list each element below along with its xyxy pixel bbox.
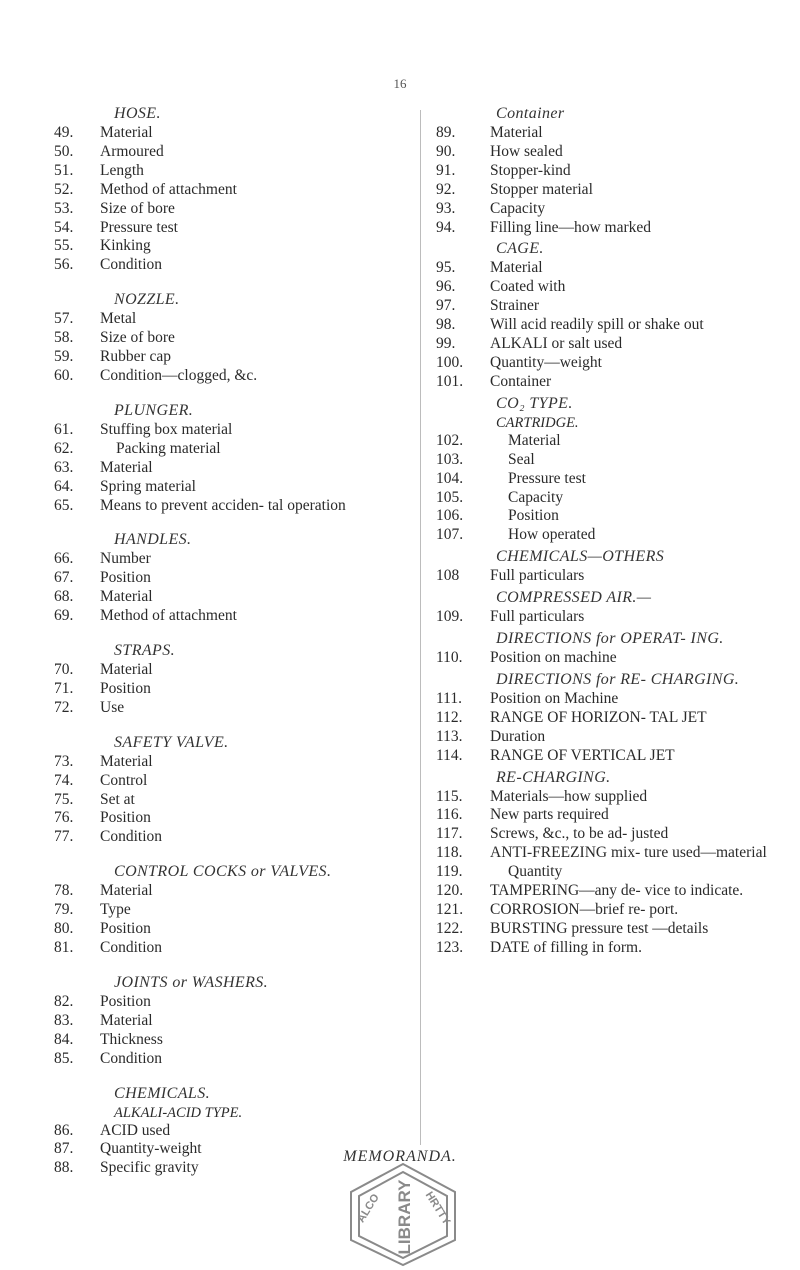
form-entry bbox=[52, 497, 414, 516]
form-entry bbox=[434, 920, 769, 939]
form-entry bbox=[52, 680, 414, 699]
entry-label: Coated with bbox=[490, 278, 566, 296]
section-heading: HANDLES. bbox=[114, 531, 192, 549]
form-entry bbox=[52, 791, 414, 810]
entry-number: 103. bbox=[436, 450, 464, 468]
form-entry bbox=[52, 901, 414, 920]
entry-number: 118. bbox=[436, 844, 463, 862]
entry-label: Stuffing box material bbox=[100, 420, 233, 438]
form-entry bbox=[434, 489, 769, 508]
section-heading: CAGE. bbox=[496, 240, 544, 258]
entry-label: Quantity bbox=[508, 863, 563, 881]
entry-label: New parts required bbox=[490, 806, 609, 824]
entry-label: CORROSION—brief re- port. bbox=[490, 901, 679, 918]
entry-label: Material bbox=[490, 259, 543, 277]
entry-label: Pressure test bbox=[100, 218, 178, 236]
form-entry bbox=[52, 478, 414, 497]
entry-number: 65. bbox=[54, 496, 74, 514]
section-heading: Container bbox=[496, 105, 565, 122]
form-entry bbox=[52, 550, 414, 569]
entry-label: Length bbox=[100, 161, 144, 179]
entry-label: Kinking bbox=[100, 237, 151, 255]
form-entry bbox=[52, 920, 414, 939]
entry-label: Pressure test bbox=[508, 469, 586, 487]
entry-label: Position on Machine bbox=[490, 689, 619, 707]
entry-number: 57. bbox=[54, 310, 74, 328]
entry-number: 88. bbox=[54, 1159, 74, 1177]
entry-label: Strainer bbox=[490, 297, 540, 315]
entry-number: 68. bbox=[54, 588, 74, 606]
form-entry bbox=[434, 844, 769, 863]
entry-label: Condition—clogged, &c. bbox=[100, 366, 258, 384]
form-entry bbox=[434, 709, 769, 728]
form-entry bbox=[434, 181, 769, 200]
section-heading: STRAPS. bbox=[114, 642, 176, 660]
entry-label: RANGE OF VERTICAL JET bbox=[490, 746, 675, 764]
entry-label: Method of attachment bbox=[100, 607, 237, 625]
entry-label: Material bbox=[100, 882, 153, 900]
form-entry bbox=[52, 588, 414, 607]
entry-number: 122. bbox=[436, 919, 464, 937]
form-entry bbox=[52, 1122, 414, 1141]
entry-number: 50. bbox=[54, 142, 74, 160]
form-entry bbox=[434, 788, 769, 807]
form-entry bbox=[434, 335, 769, 354]
section-subheading: CARTRIDGE. bbox=[496, 414, 579, 431]
form-entry bbox=[52, 143, 414, 162]
form-entry bbox=[434, 432, 769, 451]
form-entry bbox=[52, 607, 414, 626]
entry-label: How sealed bbox=[490, 142, 563, 160]
form-entry bbox=[434, 124, 769, 143]
form-entry bbox=[434, 649, 769, 668]
entry-number: 79. bbox=[54, 901, 74, 919]
entry-label: How operated bbox=[508, 526, 596, 544]
entry-label: Condition bbox=[100, 1049, 163, 1067]
entry-number: 101. bbox=[436, 372, 464, 390]
entry-number: 92. bbox=[436, 180, 456, 198]
entry-label: Means to prevent acciden- tal operation bbox=[100, 496, 346, 514]
entry-number: 71. bbox=[54, 679, 74, 697]
section-heading: SAFETY VALVE. bbox=[114, 733, 229, 751]
entry-number: 83. bbox=[54, 1011, 74, 1029]
entry-number: 80. bbox=[54, 920, 74, 938]
entry-label: Full particulars bbox=[490, 567, 585, 585]
entry-label: Condition bbox=[100, 828, 163, 846]
entry-number: 67. bbox=[54, 569, 74, 587]
entry-label: Capacity bbox=[490, 199, 546, 217]
entry-number: 55. bbox=[54, 237, 74, 255]
form-entry bbox=[434, 470, 769, 489]
entry-label: DATE of filling in form. bbox=[490, 938, 642, 956]
entry-number: 82. bbox=[54, 992, 74, 1010]
memoranda-heading: MEMORANDA. bbox=[343, 1148, 457, 1165]
form-entry bbox=[52, 181, 414, 200]
entry-label: Use bbox=[100, 698, 125, 716]
entry-label: Rubber cap bbox=[100, 348, 172, 366]
page-number: 16 bbox=[393, 76, 407, 91]
entry-number: 77. bbox=[54, 828, 74, 846]
entry-label: Number bbox=[100, 550, 151, 568]
form-entry bbox=[434, 882, 769, 901]
entry-number: 64. bbox=[54, 477, 74, 495]
form-entry bbox=[52, 993, 414, 1012]
form-entry bbox=[434, 863, 769, 882]
left-column bbox=[52, 104, 414, 1178]
form-entry bbox=[434, 608, 769, 627]
entry-label: Set at bbox=[100, 790, 135, 808]
form-entry bbox=[52, 124, 414, 143]
entry-label: Seal bbox=[508, 450, 535, 468]
form-entry bbox=[52, 162, 414, 181]
section-heading: PLUNGER. bbox=[114, 401, 194, 419]
entry-number: 117. bbox=[436, 825, 463, 843]
form-entry bbox=[434, 316, 769, 335]
entry-number: 63. bbox=[54, 458, 74, 476]
entry-label: Thickness bbox=[100, 1030, 163, 1048]
entry-number: 100. bbox=[436, 353, 464, 371]
form-entry bbox=[52, 219, 414, 238]
entry-label: ANTI-FREEZING mix- ture used—material bbox=[490, 844, 767, 862]
entry-label: ALKALI or salt used bbox=[490, 335, 623, 353]
entry-label: Material bbox=[100, 458, 153, 476]
entry-label: Condition bbox=[100, 256, 163, 274]
entry-number: 112. bbox=[436, 708, 463, 726]
form-entry bbox=[434, 259, 769, 278]
form-entry bbox=[434, 200, 769, 219]
form-entry bbox=[434, 162, 769, 181]
form-entry bbox=[52, 421, 414, 440]
entry-label: RANGE OF HORIZON- TAL JET bbox=[490, 708, 707, 726]
section-heading: DIRECTIONS for OPERAT- ING. bbox=[496, 630, 724, 648]
form-entry bbox=[52, 939, 414, 958]
entry-number: 61. bbox=[54, 420, 74, 438]
entry-label: Armoured bbox=[100, 142, 164, 160]
entry-number: 85. bbox=[54, 1049, 74, 1067]
section-heading: CHEMICALS—OTHERS bbox=[496, 548, 665, 566]
entry-label: Packing material bbox=[116, 439, 221, 457]
entry-label: TAMPERING—any de- vice to indicate. bbox=[490, 882, 744, 900]
entry-number: 94. bbox=[436, 218, 456, 236]
entry-label: Filling line—how marked bbox=[490, 218, 652, 236]
entry-number: 78. bbox=[54, 882, 74, 900]
entry-number: 91. bbox=[436, 161, 456, 179]
form-entry bbox=[52, 440, 414, 459]
entry-number: 86. bbox=[54, 1121, 74, 1139]
form-entry bbox=[434, 728, 769, 747]
entry-number: 84. bbox=[54, 1030, 74, 1048]
entry-label: Position bbox=[508, 507, 559, 525]
form-entry bbox=[434, 747, 769, 766]
form-entry bbox=[434, 507, 769, 526]
entry-label: Duration bbox=[490, 727, 546, 745]
entry-label: Material bbox=[100, 588, 153, 606]
form-entry bbox=[52, 661, 414, 680]
form-entry bbox=[52, 882, 414, 901]
section-heading: CHEMICALS. bbox=[114, 1084, 210, 1102]
form-entry bbox=[52, 828, 414, 847]
entry-number: 60. bbox=[54, 366, 74, 384]
form-entry bbox=[52, 772, 414, 791]
entry-label: Stopper material bbox=[490, 180, 593, 198]
entry-label: Material bbox=[100, 1011, 153, 1029]
form-entry bbox=[434, 373, 769, 392]
entry-number: 59. bbox=[54, 348, 74, 366]
section-heading: NOZZLE. bbox=[114, 291, 180, 309]
entry-label: Position bbox=[100, 679, 151, 697]
entry-number: 87. bbox=[54, 1140, 74, 1158]
entry-number: 104. bbox=[436, 469, 464, 487]
form-entry bbox=[434, 278, 769, 297]
entry-number: 97. bbox=[436, 297, 456, 315]
entry-label: Materials—how supplied bbox=[490, 787, 648, 805]
entry-label: Metal bbox=[100, 310, 137, 328]
entry-number: 49. bbox=[54, 124, 74, 141]
entry-label: Specific gravity bbox=[100, 1159, 199, 1177]
entry-number: 89. bbox=[436, 124, 456, 141]
entry-label: Position on machine bbox=[490, 649, 617, 667]
entry-number: 99. bbox=[436, 335, 456, 353]
form-entry bbox=[52, 809, 414, 828]
entry-label: Position bbox=[100, 569, 151, 587]
form-entry bbox=[434, 806, 769, 825]
section-heading: DIRECTIONS for RE- CHARGING. bbox=[496, 670, 740, 688]
form-entry bbox=[52, 348, 414, 367]
entry-number: 74. bbox=[54, 771, 74, 789]
section-subheading: ALKALI-ACID TYPE. bbox=[114, 1104, 243, 1121]
form-entry bbox=[52, 329, 414, 348]
entry-number: 66. bbox=[54, 550, 74, 568]
entry-label: Position bbox=[100, 920, 151, 938]
form-entry bbox=[434, 939, 769, 958]
entry-number: 120. bbox=[436, 882, 464, 900]
stamp-text-right: HRTTY bbox=[422, 1189, 453, 1228]
entry-number: 75. bbox=[54, 790, 74, 808]
entry-label: Material bbox=[100, 661, 153, 679]
stamp-text-top: LIBRARY bbox=[395, 1179, 414, 1255]
entry-label: ACID used bbox=[100, 1121, 171, 1139]
entry-label: Full particulars bbox=[490, 608, 585, 626]
entry-label: Control bbox=[100, 771, 148, 789]
entry-label: Material bbox=[508, 431, 561, 449]
entry-label: Screws, &c., to be ad- justed bbox=[490, 825, 669, 843]
form-entry bbox=[52, 310, 414, 329]
form-entry bbox=[52, 1012, 414, 1031]
entry-number: 53. bbox=[54, 199, 74, 217]
entry-number: 73. bbox=[54, 752, 74, 770]
entry-number: 95. bbox=[436, 259, 456, 277]
entry-label: Spring material bbox=[100, 477, 196, 495]
entry-label: Condition bbox=[100, 939, 163, 956]
entry-label: Size of bore bbox=[100, 329, 175, 347]
form-entry bbox=[52, 200, 414, 219]
entry-number: 113. bbox=[436, 727, 463, 745]
entry-number: 96. bbox=[436, 278, 456, 296]
form-entry bbox=[52, 237, 414, 256]
entry-label: Size of bore bbox=[100, 199, 175, 217]
form-entry bbox=[52, 367, 414, 386]
entry-number: 93. bbox=[436, 199, 456, 217]
section-heading: COMPRESSED AIR.— bbox=[496, 589, 652, 607]
form-entry bbox=[434, 219, 769, 238]
section-heading: CO₂ TYPE. bbox=[496, 394, 573, 412]
entry-number: 119. bbox=[436, 863, 463, 881]
form-entry bbox=[434, 567, 769, 586]
column-divider bbox=[420, 110, 421, 1145]
entry-label: Will acid readily spill or shake out bbox=[490, 316, 704, 334]
entry-label: Method of attachment bbox=[100, 180, 237, 198]
entry-label: Stopper-kind bbox=[490, 161, 571, 179]
entry-number: 107. bbox=[436, 526, 464, 544]
form-entry bbox=[52, 256, 414, 275]
form-entry bbox=[434, 143, 769, 162]
form-entry bbox=[434, 901, 769, 920]
entry-number: 121. bbox=[436, 901, 464, 918]
section-heading: JOINTS or WASHERS. bbox=[114, 973, 269, 991]
entry-label: Quantity—weight bbox=[490, 353, 602, 371]
entry-number: 62. bbox=[54, 439, 74, 457]
entry-number: 56. bbox=[54, 256, 74, 274]
entry-number: 54. bbox=[54, 218, 74, 236]
form-entry bbox=[52, 1050, 414, 1069]
entry-label: BURSTING pressure test —details bbox=[490, 919, 709, 937]
form-entry bbox=[434, 825, 769, 844]
form-entry bbox=[434, 297, 769, 316]
entry-number: 116. bbox=[436, 806, 463, 824]
entry-label: Material bbox=[100, 752, 153, 770]
stamp-text-left: ALCO bbox=[355, 1192, 382, 1225]
library-stamp bbox=[343, 1162, 463, 1267]
form-entry bbox=[434, 354, 769, 373]
form-entry bbox=[434, 451, 769, 470]
entry-number: 81. bbox=[54, 939, 74, 956]
entry-number: 72. bbox=[54, 698, 74, 716]
entry-number: 114. bbox=[436, 746, 463, 764]
entry-number: 90. bbox=[436, 142, 456, 160]
form-entry bbox=[52, 753, 414, 772]
entry-label: Type bbox=[100, 901, 131, 919]
entry-label: Position bbox=[100, 992, 151, 1010]
entry-number: 69. bbox=[54, 607, 74, 625]
form-entry bbox=[52, 569, 414, 588]
entry-number: 102. bbox=[436, 431, 464, 449]
entry-label: Container bbox=[490, 372, 552, 390]
entry-number: 76. bbox=[54, 809, 74, 827]
entry-label: Material bbox=[490, 124, 543, 141]
entry-number: 123. bbox=[436, 938, 464, 956]
entry-number: 106. bbox=[436, 507, 464, 525]
right-column bbox=[434, 104, 769, 958]
entry-number: 52. bbox=[54, 180, 74, 198]
entry-number: 108 bbox=[436, 567, 460, 585]
entry-label: Quantity-weight bbox=[100, 1140, 202, 1158]
entry-label: Material bbox=[100, 124, 153, 141]
entry-label: Capacity bbox=[508, 488, 564, 506]
form-entry bbox=[434, 526, 769, 545]
entry-number: 51. bbox=[54, 161, 74, 179]
form-entry bbox=[52, 459, 414, 478]
entry-number: 70. bbox=[54, 661, 74, 679]
section-heading: HOSE. bbox=[114, 105, 161, 122]
form-entry bbox=[434, 690, 769, 709]
form-entry bbox=[52, 1031, 414, 1050]
entry-number: 105. bbox=[436, 488, 464, 506]
entry-number: 98. bbox=[436, 316, 456, 334]
entry-number: 110. bbox=[436, 649, 463, 667]
entry-label: Position bbox=[100, 809, 151, 827]
entry-number: 109. bbox=[436, 608, 464, 626]
section-heading: RE-CHARGING. bbox=[496, 768, 611, 786]
form-entry bbox=[52, 699, 414, 718]
section-heading: CONTROL COCKS or VALVES. bbox=[114, 863, 332, 881]
entry-number: 58. bbox=[54, 329, 74, 347]
entry-number: 111. bbox=[436, 689, 462, 707]
entry-number: 115. bbox=[436, 787, 463, 805]
